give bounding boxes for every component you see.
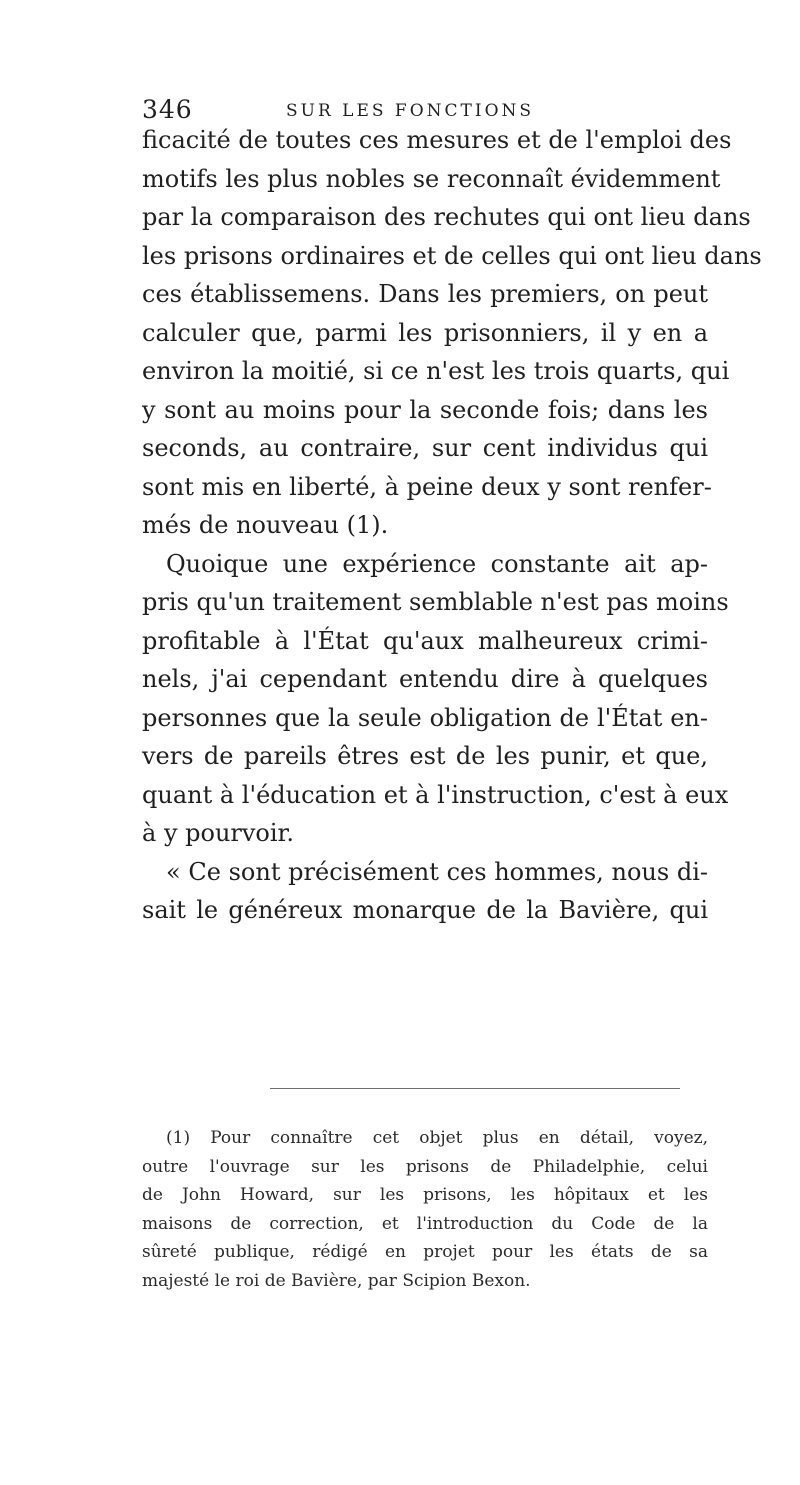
text-line: Quoique une expérience constante ait ap- xyxy=(166,549,708,578)
footnote-divider xyxy=(270,1088,680,1089)
footnote-line: (1) Pour connaître cet objet plus en détail, voyez, xyxy=(166,1128,708,1148)
text-line: vers de pareils êtres est de les punir, et que, xyxy=(142,742,708,770)
text-line: quant à l'éducation et à l'instruction, c'est à eux xyxy=(142,780,729,809)
text-line: y sont au moins pour la seconde fois; dans les xyxy=(142,395,708,424)
text-line: ces établissemens. Dans les premiers, on peut xyxy=(142,280,708,308)
text-line: personnes que la seule obligation de l'État en- xyxy=(142,703,708,732)
text-line: seconds, au contraire, sur cent individus qui xyxy=(142,434,708,462)
text-line: sait le généreux monarque de la Bavière, qui xyxy=(142,896,708,924)
page-number: 346 xyxy=(142,95,193,124)
main-text xyxy=(142,121,762,930)
text-line: à y pourvoir. xyxy=(142,819,295,847)
footnote-line: maisons de correction, et l'introduction du Code de la xyxy=(142,1213,708,1234)
text-line: les prisons ordinaires et de celles qui ont lieu dans xyxy=(142,241,762,270)
footnote-line: majesté le roi de Bavière, par Scipion Bexon. xyxy=(142,1270,531,1291)
text-line: calculer que, parmi les prisonniers, il y en a xyxy=(142,318,708,347)
footnote xyxy=(142,1124,708,1296)
text-line: environ la moitié, si ce n'est les trois quarts, qui xyxy=(142,357,730,385)
footnote-line: de John Howard, sur les prisons, les hôpitaux et les xyxy=(142,1185,708,1206)
text-line: motifs les plus nobles se reconnaît évidemment xyxy=(142,164,721,193)
footnote-line: sûreté publique, rédigé en projet pour les états de sa xyxy=(142,1242,708,1263)
text-line: sont mis en liberté, à peine deux y sont renfer- xyxy=(142,472,712,501)
text-line: més de nouveau (1). xyxy=(142,511,389,539)
text-line: par la comparaison des rechutes qui ont lieu dans xyxy=(142,203,751,231)
text-line: « Ce sont précisément ces hommes, nous di- xyxy=(166,857,708,886)
running-title: SUR LES FONCTIONS xyxy=(286,101,535,121)
text-line: profitable à l'État qu'aux malheureux crimi- xyxy=(142,626,708,655)
text-line: ficacité de toutes ces mesures et de l'emploi des xyxy=(142,126,732,154)
text-line: pris qu'un traitement semblable n'est pas moins xyxy=(142,588,729,616)
text-line: nels, j'ai cependant entendu dire à quelques xyxy=(142,665,708,693)
footnote-line: outre l'ouvrage sur les prisons de Philadelphie, celui xyxy=(142,1156,708,1177)
